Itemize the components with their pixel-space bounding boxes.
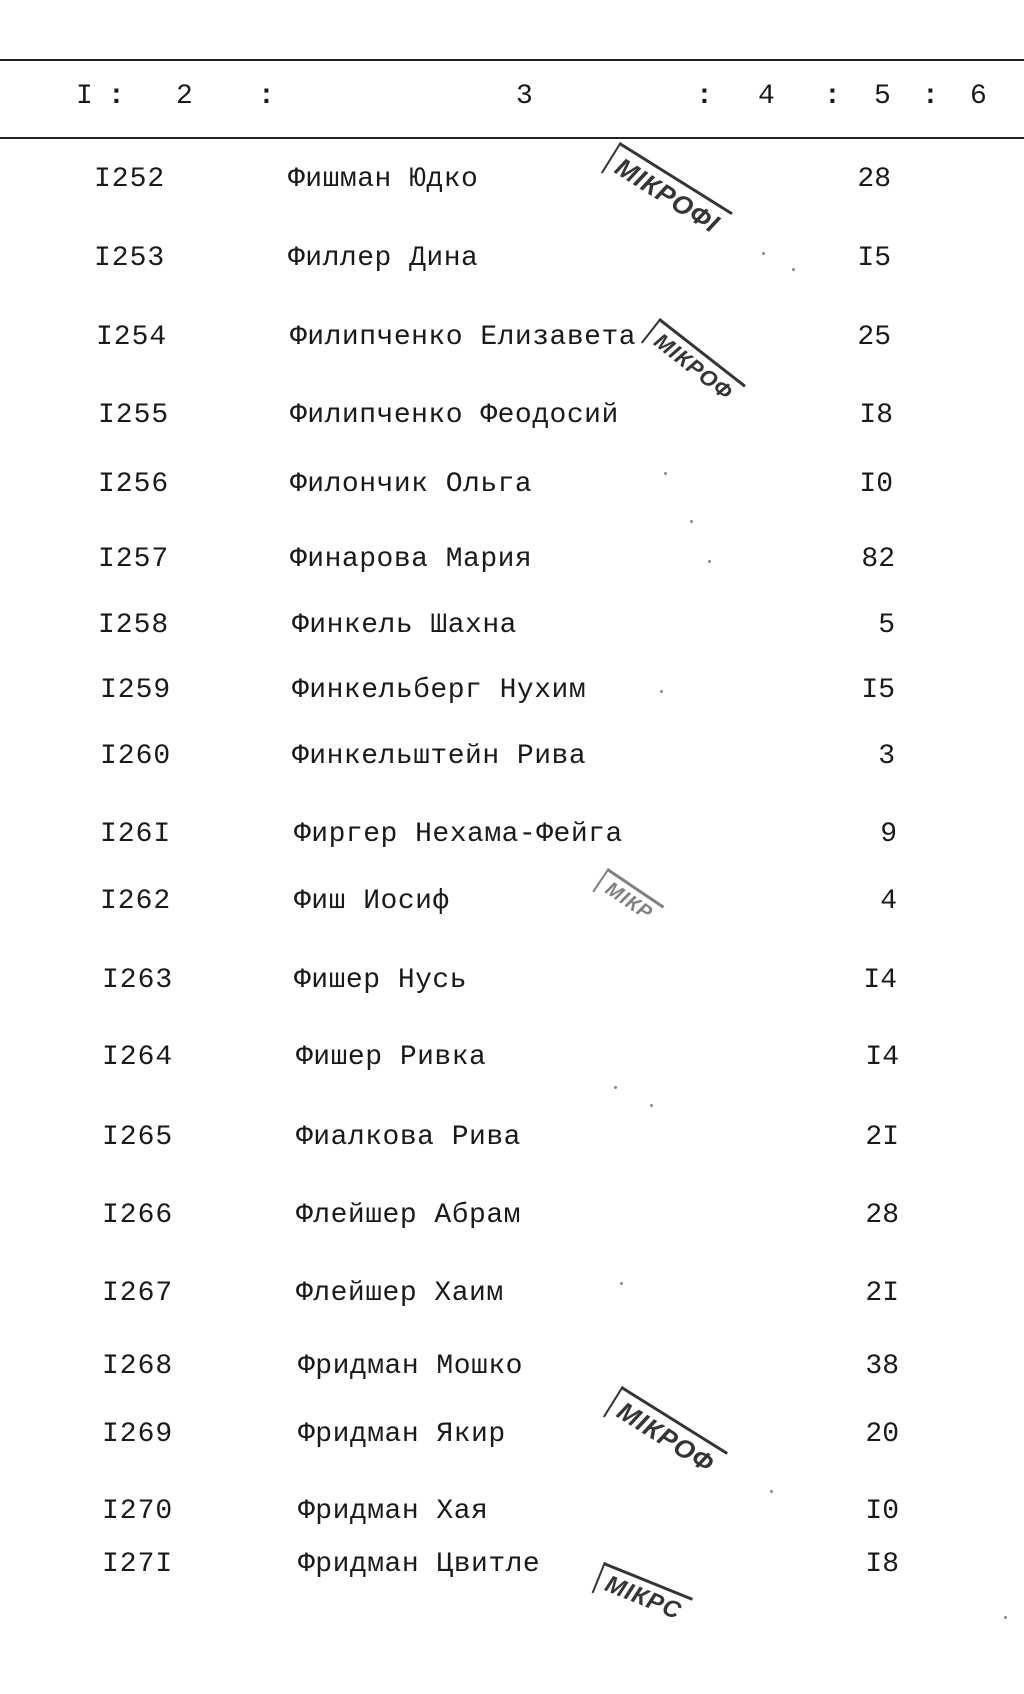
- person-name: Фишер Ривка: [296, 1042, 487, 1073]
- table-row: [0, 540, 1024, 580]
- scan-speck: [664, 472, 667, 475]
- microfilm-stamp: МІКРОФ: [603, 1386, 728, 1483]
- person-name: Фридман Цвитле: [298, 1549, 541, 1580]
- row-number: I258: [98, 610, 170, 641]
- microfilm-stamp: МІКР: [592, 868, 664, 929]
- row-number: I260: [100, 741, 172, 772]
- row-number: I270: [102, 1496, 174, 1527]
- table-row: [0, 1545, 1024, 1585]
- person-name: Фиалкова Рива: [296, 1122, 521, 1153]
- header-separator: :: [696, 81, 713, 112]
- header-separator: :: [922, 81, 939, 112]
- row-number: I254: [96, 322, 168, 353]
- scan-speck: [690, 520, 693, 523]
- table-row: [0, 160, 1024, 200]
- row-number: I253: [94, 243, 166, 274]
- row-number: I263: [102, 965, 174, 996]
- microfilm-stamp: МІКРС: [592, 1562, 693, 1628]
- scan-speck: [660, 690, 663, 693]
- table-row: [0, 961, 1024, 1001]
- row-number: I266: [102, 1200, 174, 1231]
- row-number: I252: [94, 164, 166, 195]
- row-value: 9: [880, 819, 897, 850]
- person-name: Филлер Дина: [288, 243, 479, 274]
- header-bottom-rule: [0, 137, 1024, 139]
- table-row: [0, 465, 1024, 505]
- table-row: [0, 815, 1024, 855]
- scan-speck: [770, 1490, 773, 1493]
- header-col-1: I: [76, 81, 93, 112]
- row-value: 2I: [865, 1122, 899, 1153]
- row-value: I4: [863, 965, 897, 996]
- row-value: 38: [865, 1351, 899, 1382]
- row-number: I255: [98, 400, 170, 431]
- row-value: 5: [878, 610, 895, 641]
- row-number: I257: [98, 544, 170, 575]
- person-name: Филипченко Елизавета: [290, 322, 637, 353]
- table-row: [0, 1492, 1024, 1532]
- header-col-4: 4: [758, 81, 775, 112]
- row-number: I267: [102, 1278, 174, 1309]
- table-row: [0, 737, 1024, 777]
- scan-speck: [1004, 1616, 1007, 1619]
- row-number: I256: [98, 469, 170, 500]
- row-value: I5: [861, 675, 895, 706]
- person-name: Финкельберг Нухим: [292, 675, 587, 706]
- row-value: 2I: [865, 1278, 899, 1309]
- table-row: [0, 318, 1024, 358]
- person-name: Финарова Мария: [290, 544, 533, 575]
- microfilm-stamp: МІКРОФІ: [601, 142, 733, 243]
- row-value: 3: [878, 741, 895, 772]
- table-row: [0, 1038, 1024, 1078]
- table-row: [0, 671, 1024, 711]
- table-row: [0, 1118, 1024, 1158]
- row-number: I264: [102, 1042, 174, 1073]
- header-col-3: 3: [516, 81, 533, 112]
- person-name: Фиш Иосиф: [294, 886, 450, 917]
- row-value: I0: [859, 469, 893, 500]
- microfilm-stamp: МІКРОФ: [641, 318, 746, 409]
- row-value: I5: [857, 243, 891, 274]
- scan-speck: [708, 560, 711, 563]
- table-row: [0, 1347, 1024, 1387]
- header-separator: :: [258, 81, 275, 112]
- table-row: [0, 606, 1024, 646]
- row-number: I265: [102, 1122, 174, 1153]
- row-value: 28: [865, 1200, 899, 1231]
- person-name: Флейшер Хаим: [296, 1278, 504, 1309]
- scan-speck: [620, 1282, 623, 1285]
- row-value: 4: [880, 886, 897, 917]
- person-name: Филончик Ольга: [290, 469, 533, 500]
- row-value: 82: [861, 544, 895, 575]
- person-name: Фридман Якир: [298, 1419, 506, 1450]
- row-number: I262: [100, 886, 172, 917]
- person-name: Финкель Шахна: [292, 610, 517, 641]
- row-value: 28: [857, 164, 891, 195]
- scan-speck: [762, 252, 765, 255]
- row-number: I268: [102, 1351, 174, 1382]
- header-separator: :: [824, 81, 841, 112]
- row-value: 20: [865, 1419, 899, 1450]
- person-name: Финкельштейн Рива: [292, 741, 587, 772]
- person-name: Фридман Хая: [298, 1496, 489, 1527]
- table-row: [0, 396, 1024, 436]
- row-number: I26I: [100, 819, 172, 850]
- header-col-2: 2: [176, 81, 193, 112]
- row-value: I4: [865, 1042, 899, 1073]
- row-value: I8: [865, 1549, 899, 1580]
- person-name: Филипченко Феодосий: [290, 400, 619, 431]
- scan-speck: [650, 1104, 653, 1107]
- header-top-rule: [0, 59, 1024, 61]
- row-value: I0: [865, 1496, 899, 1527]
- header-col-6: 6: [970, 81, 987, 112]
- person-name: Фиргер Нехама-Фейга: [294, 819, 623, 850]
- person-name: Флейшер Абрам: [296, 1200, 521, 1231]
- table-row: [0, 1274, 1024, 1314]
- row-value: I8: [859, 400, 893, 431]
- table-row: [0, 1196, 1024, 1236]
- person-name: Фишман Юдко: [288, 164, 479, 195]
- table-row: [0, 239, 1024, 279]
- row-number: I27I: [102, 1549, 174, 1580]
- row-number: I259: [100, 675, 172, 706]
- table-row: [0, 882, 1024, 922]
- person-name: Фридман Мошко: [298, 1351, 523, 1382]
- row-value: 25: [857, 322, 891, 353]
- row-number: I269: [102, 1419, 174, 1450]
- scan-speck: [792, 268, 795, 271]
- header-col-5: 5: [874, 81, 891, 112]
- header-separator: :: [108, 81, 125, 112]
- person-name: Фишер Нусь: [294, 965, 468, 996]
- scan-speck: [614, 1086, 617, 1089]
- table-row: [0, 1415, 1024, 1455]
